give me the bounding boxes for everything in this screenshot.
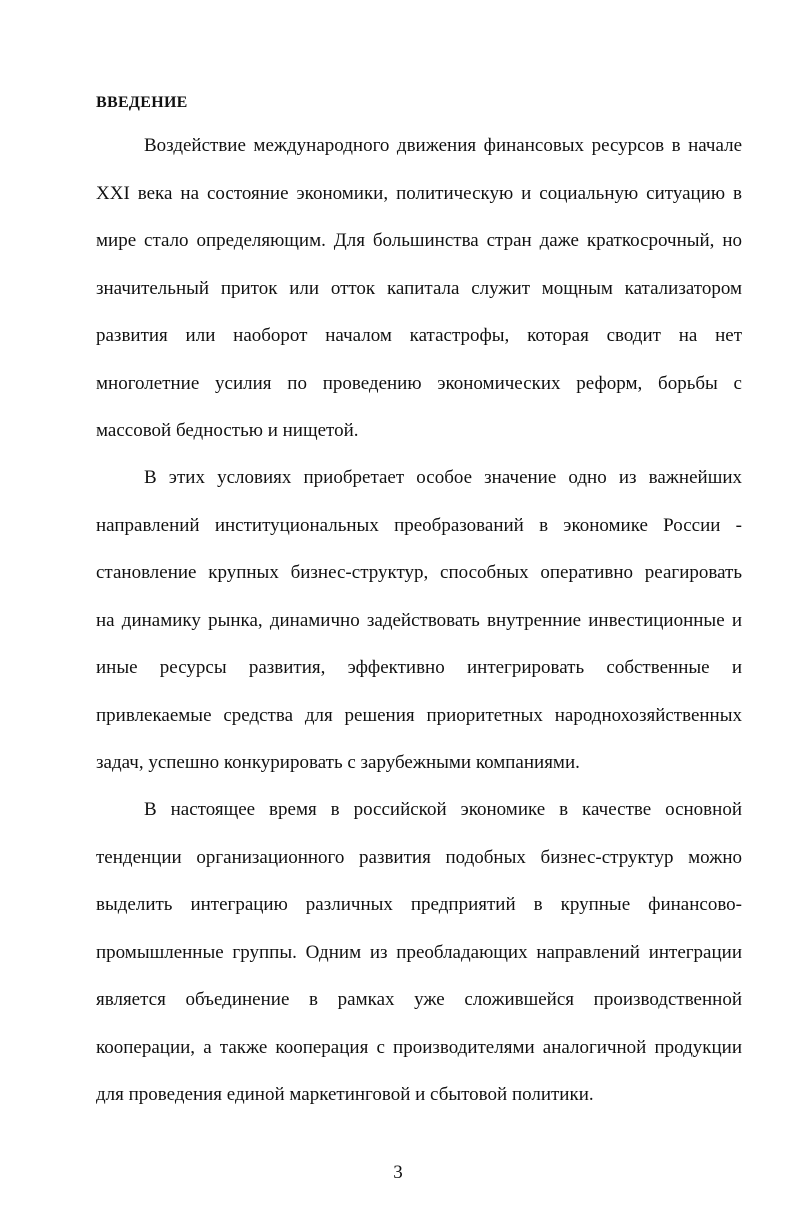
text-line: Воздействие международного движения финансовых ресурсов в начале bbox=[144, 135, 742, 156]
text-line: В этих условиях приобретает особое значение одно из важнейших bbox=[144, 467, 742, 488]
text-line: кооперации, а также кооперация с производителями аналогичной продукции bbox=[96, 1036, 742, 1058]
text-line: многолетние усилия по проведению экономических реформ, борьбы с bbox=[96, 372, 742, 394]
text-line: выделить интеграцию различных предприятий в крупные финансово- bbox=[96, 894, 742, 915]
text-line: привлекаемые средства для решения приоритетных народнохозяйственных bbox=[96, 704, 742, 726]
text-line: массовой бедностью и нищетой. bbox=[96, 420, 359, 441]
text-line: развития или наоборот началом катастрофы, которая сводит на нет bbox=[96, 325, 742, 346]
text-line: становление крупных бизнес-структур, способных оперативно реагировать bbox=[96, 562, 742, 583]
paragraph-3 bbox=[96, 786, 742, 1119]
paragraph-2 bbox=[96, 454, 742, 787]
text-line: иные ресурсы развития, эффективно интегрировать собственные и bbox=[96, 657, 742, 678]
text-line: задач, успешно конкурировать с зарубежными компаниями. bbox=[96, 752, 580, 773]
text-line: для проведения единой маркетинговой и сбытовой политики. bbox=[96, 1084, 594, 1105]
text-line: XXI века на состояние экономики, политическую и социальную ситуацию в bbox=[96, 182, 742, 204]
text-line: промышленные группы. Одним из преобладающих направлений интеграции bbox=[96, 941, 742, 963]
text-line: значительный приток или отток капитала служит мощным катализатором bbox=[96, 277, 742, 299]
paragraph-1 bbox=[96, 122, 742, 455]
text-line: является объединение в рамках уже сложившейся производственной bbox=[96, 989, 742, 1010]
text-line: направлений институциональных преобразований в экономике России - bbox=[96, 514, 742, 536]
text-line: на динамику рынка, динамично задействовать внутренние инвестиционные и bbox=[96, 609, 742, 631]
text-line: мире стало определяющим. Для большинства стран даже краткосрочный, но bbox=[96, 230, 742, 251]
page-number: 3 bbox=[393, 1162, 403, 1183]
text-line: В настоящее время в российской экономике в качестве основной bbox=[144, 799, 742, 820]
text-line: тенденции организационного развития подобных бизнес-структур можно bbox=[96, 846, 742, 868]
section-heading: ВВЕДЕНИЕ bbox=[96, 94, 188, 111]
